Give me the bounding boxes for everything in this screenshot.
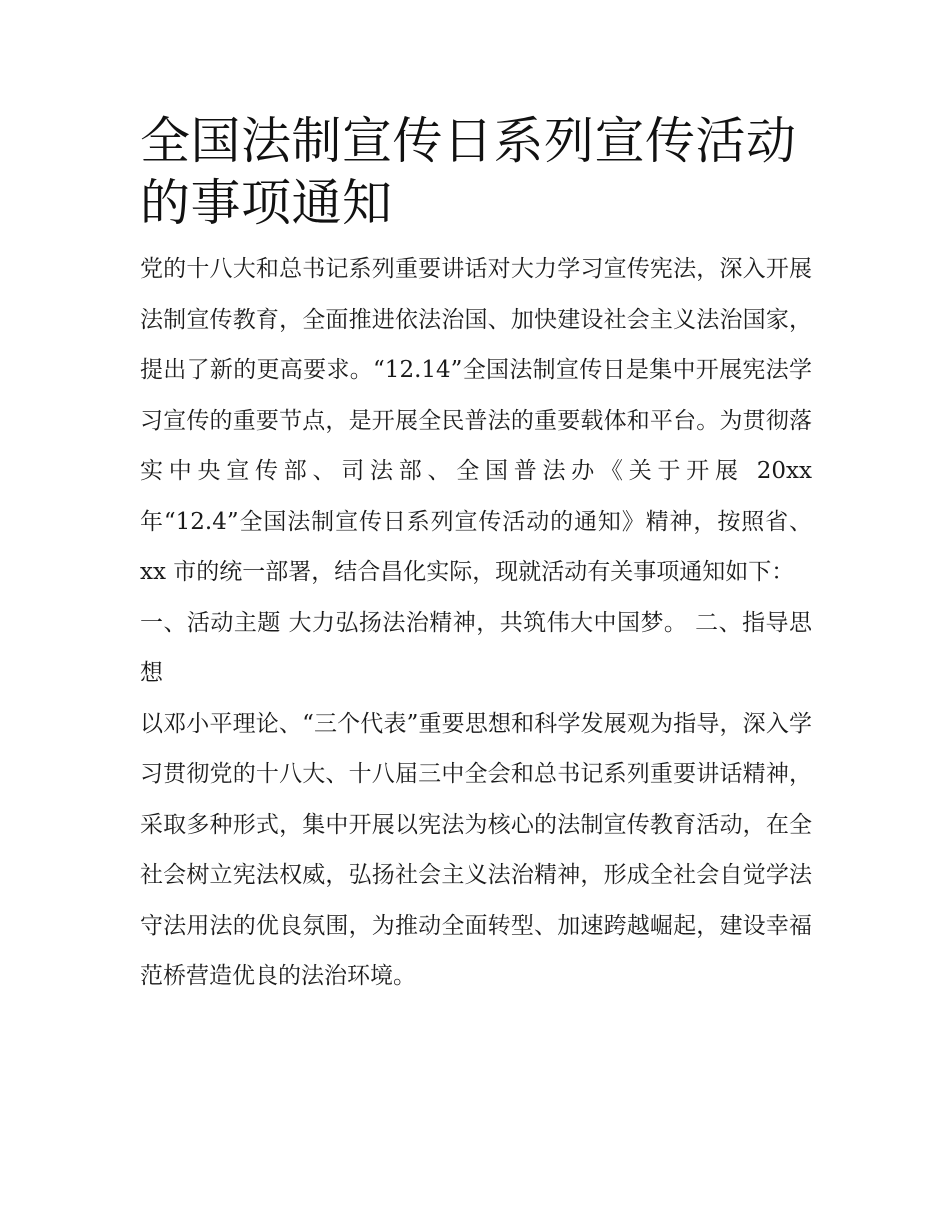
paragraph-theme-and-guidance-heading: 一、活动主题 大力弘扬法治精神，共筑伟大中国梦。 二、指导思想 [140, 609, 812, 686]
paragraph-guiding-thought: 以邓小平理论、“三个代表”重要思想和科学发展观为指导，深入学习贯彻党的十八大、十八届三中全会和总书记系列重要讲话精神，采取多种形式，集中开展以宪法为核心的法制宣传教育活动，在全社会树立宪法权威，弘扬社会主义法治精神，形成全社会自觉学法守法用法的优良氛围，为推动全面转型、加速跨越崛起，建设幸福范桥营造优良的法治环境。 [140, 710, 812, 989]
paragraph-intro: 党的十八大和总书记系列重要讲话对大力学习宣传宪法，深入开展法制宣传教育，全面推进依法治国、加快建设社会主义法治国家，提出了新的更高要求。“12.14”全国法制宣传日是集中开展宪法学习宣传的重要节点，是开展全民普法的重要载体和平台。为贯彻落实中央宣传部、司法部、全国普法办《关于开展 20xx 年“12.4”全国法制宣传日系列宣传活动的通知》精神，按照省、xx 市的统一部署，结合昌化实际，现就活动有关事项通知如下： [140, 256, 812, 585]
document-title: 全国法制宣传日系列宣传活动的事项通知 [140, 112, 797, 232]
